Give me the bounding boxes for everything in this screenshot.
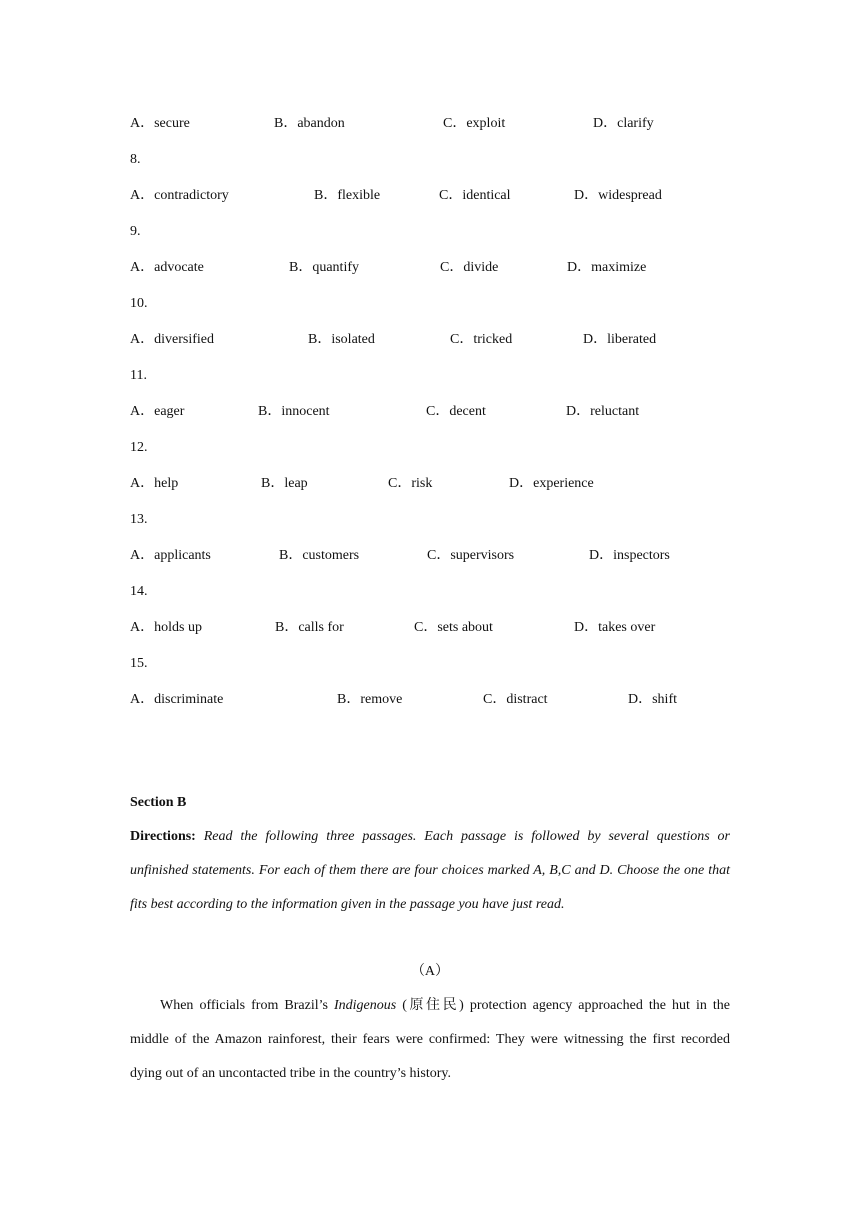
q14-option-d: D．takes over	[574, 620, 656, 635]
q8-option-d: D．widespread	[574, 188, 662, 203]
q12-number: 12.	[130, 440, 148, 455]
q13-number: 13.	[130, 512, 148, 527]
q15-number: 15.	[130, 656, 148, 671]
q10-option-b: B．isolated	[308, 332, 375, 347]
q14-option-b: B．calls for	[275, 620, 344, 635]
q10-option-a: A．diversified	[130, 332, 214, 347]
q14-option-a: A．holds up	[130, 620, 202, 635]
q11-number: 11.	[130, 368, 147, 383]
q8-option-b: B．flexible	[314, 188, 381, 203]
q9-option-b: B．quantify	[289, 260, 359, 275]
q9-option-d: D．maximize	[567, 260, 647, 275]
q12-option-a: A．help	[130, 476, 179, 491]
q15-option-a: A．discriminate	[130, 692, 224, 707]
q12-option-b: B．leap	[261, 476, 308, 491]
q8-option-c: C．identical	[439, 188, 511, 203]
q9-option-c: C．divide	[440, 260, 499, 275]
q7-option-d: D．clarify	[593, 116, 654, 131]
q7-option-c: C．exploit	[443, 116, 506, 131]
q11-option-c: C．decent	[426, 404, 486, 419]
directions-text: Read the following three passages. Each passage is followed by several questions or unfinished statements. For each of them there are four choices marked A, B,C and D. Choose the one that fits best according to the information given in the passage you have just read.	[130, 829, 731, 912]
q15-option-d: D．shift	[628, 692, 677, 707]
passage-paragraph	[130, 989, 730, 1091]
passage-italic-word: Indigenous	[334, 998, 397, 1013]
passage-text-after: (原住民) protection agency approached the hut in the middle of the Amazon rainforest, their fears were confirmed: They were witnessing the first recorded dying out of an uncontacted tribe in the country’s history.	[130, 998, 730, 1081]
q13-option-b: B．customers	[279, 548, 360, 563]
q8-number: 8.	[130, 152, 141, 167]
q7-option-b: B．abandon	[274, 116, 345, 131]
section-title: Section B	[130, 795, 187, 810]
directions-label: Directions:	[130, 829, 196, 844]
directions-paragraph	[130, 820, 730, 922]
q11-option-b: B．innocent	[258, 404, 330, 419]
q8-option-a: A．contradictory	[130, 188, 229, 203]
passage-label: （A）	[410, 964, 450, 979]
q11-option-d: D．reluctant	[566, 404, 640, 419]
q14-option-c: C．sets about	[414, 620, 493, 635]
q13-option-a: A．applicants	[130, 548, 211, 563]
q10-option-d: D．liberated	[583, 332, 657, 347]
q15-option-b: B．remove	[337, 692, 403, 707]
q11-option-a: A．eager	[130, 404, 185, 419]
q7-option-a: A．secure	[130, 116, 190, 131]
q13-option-c: C．supervisors	[427, 548, 515, 563]
q12-option-c: C．risk	[388, 476, 433, 491]
q14-number: 14.	[130, 584, 148, 599]
q15-option-c: C．distract	[483, 692, 548, 707]
q9-number: 9.	[130, 224, 141, 239]
q12-option-d: D．experience	[509, 476, 594, 491]
q13-option-d: D．inspectors	[589, 548, 670, 563]
q10-number: 10.	[130, 296, 148, 311]
q10-option-c: C．tricked	[450, 332, 513, 347]
q9-option-a: A．advocate	[130, 260, 204, 275]
passage-text-before: When officials from Brazil’s	[160, 998, 334, 1013]
